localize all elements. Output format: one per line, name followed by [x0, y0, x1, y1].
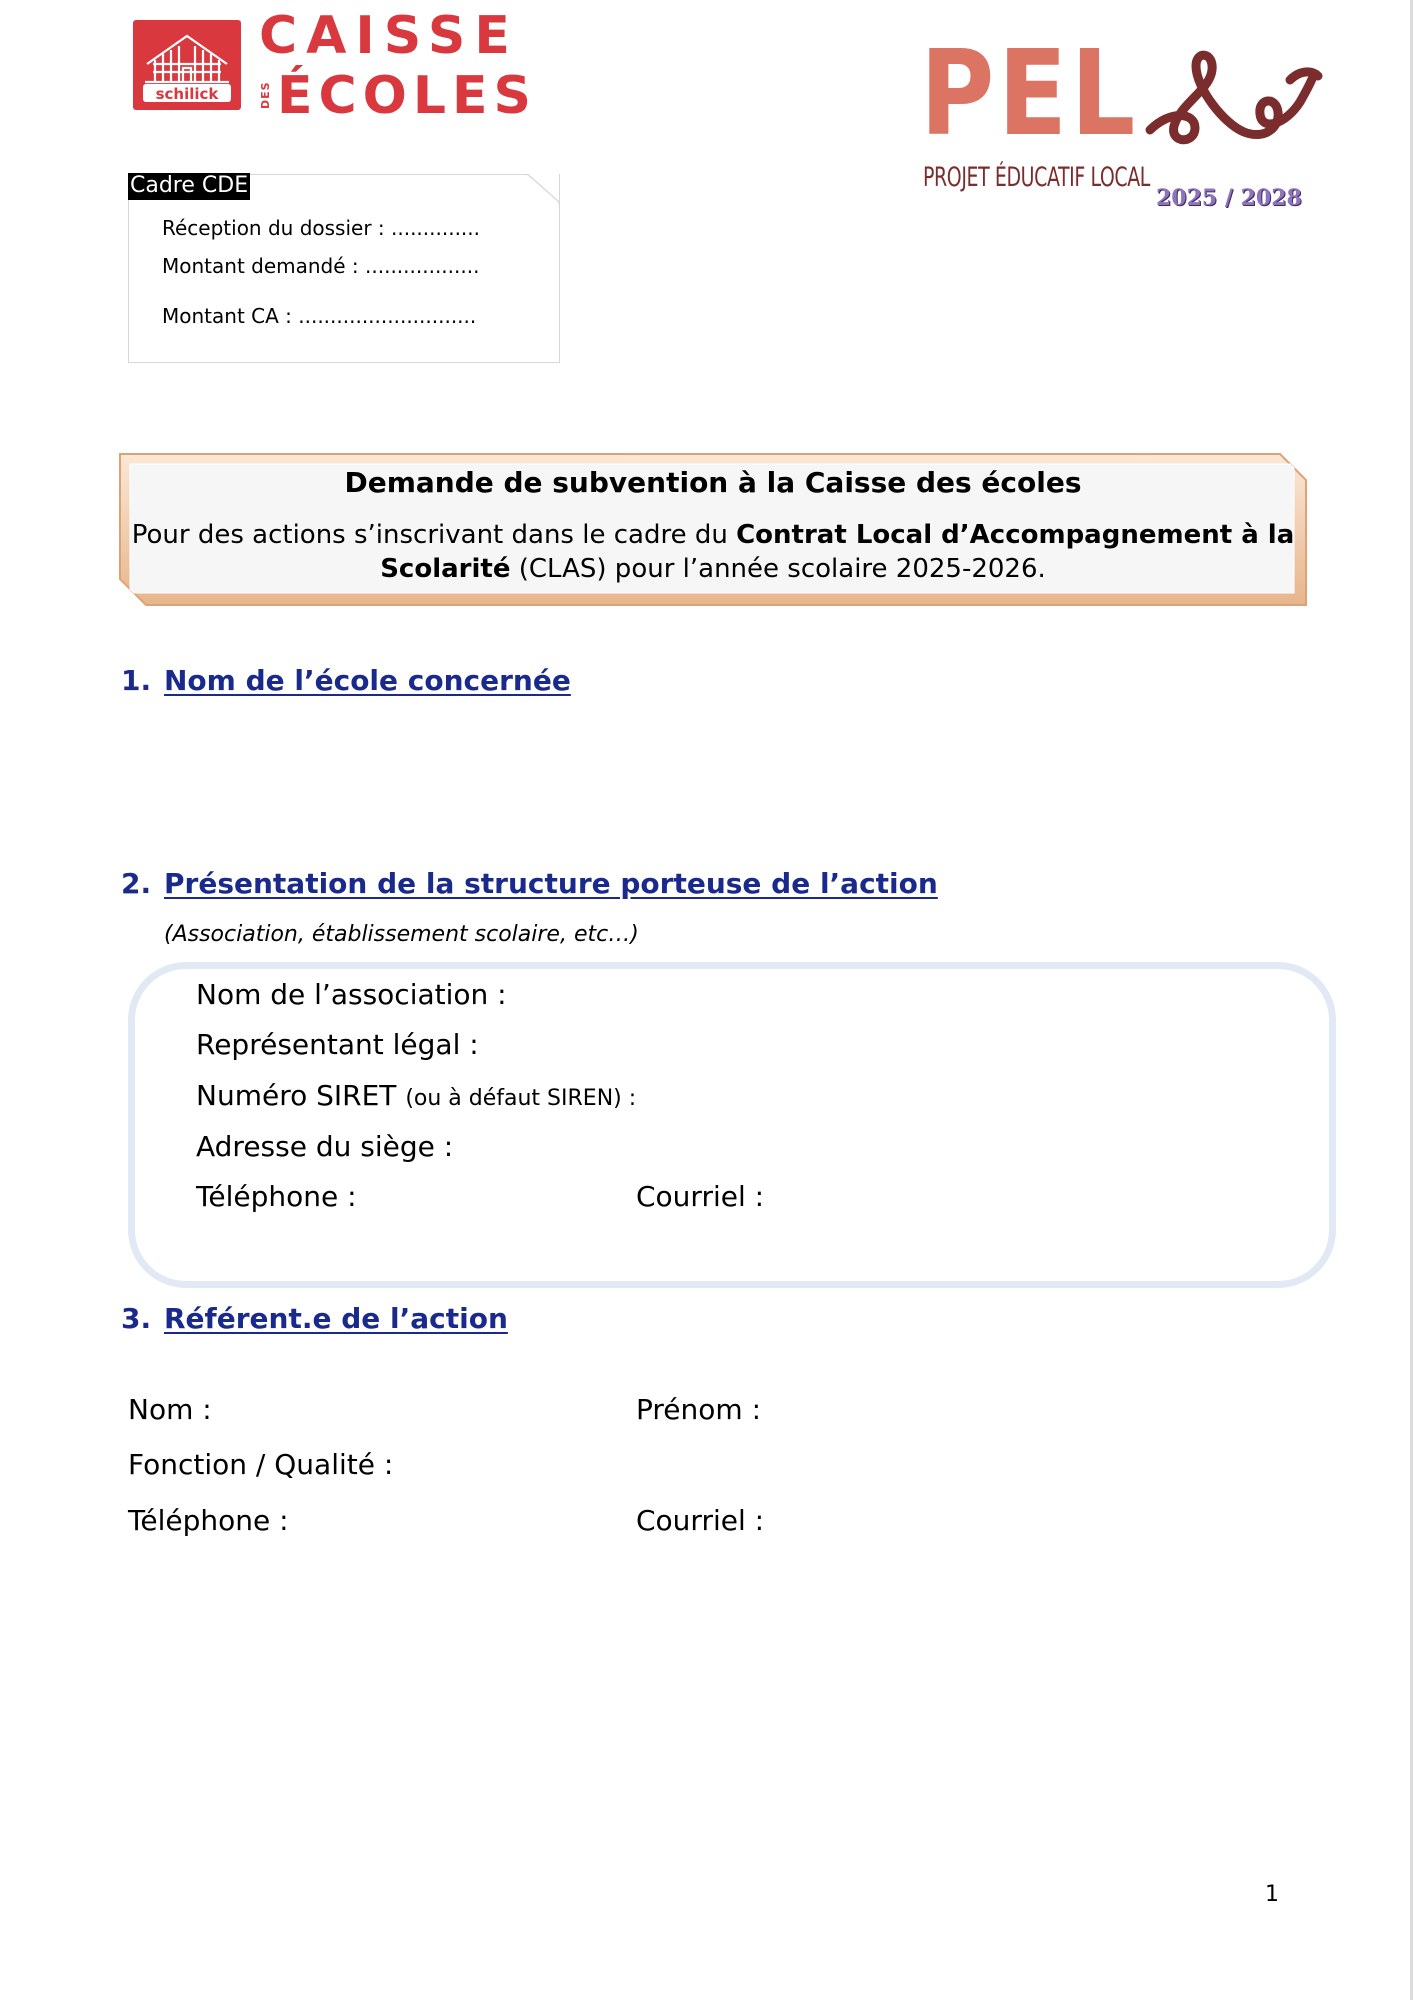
nom-association-field: Nom de l’association :	[196, 978, 507, 1011]
montant-ca-field: Montant CA : ............................	[162, 304, 477, 328]
cde-emblem-text: schilick	[155, 85, 219, 103]
banner-text-part1: Pour des actions s’inscrivant dans le cadre du	[131, 520, 737, 550]
adresse-siege-field: Adresse du siège :	[196, 1130, 454, 1163]
structure-telephone-field: Téléphone :	[196, 1180, 357, 1213]
siret-field	[196, 1079, 636, 1112]
siret-note: (ou à défaut SIREN) :	[405, 1086, 637, 1111]
reception-dossier-field: Réception du dossier : ..............	[162, 216, 481, 240]
pel-subtitle: PROJET ÉDUCATIF LOCAL	[923, 162, 1150, 193]
montant-demande-field: Montant demandé : ..................	[162, 254, 480, 278]
section-1-number: 1.	[121, 664, 152, 697]
referent-courriel-field: Courriel :	[636, 1504, 765, 1537]
banner-text-part2: (CLAS) pour l’année scolaire 2025-2026.	[510, 554, 1046, 584]
referent-telephone-field: Téléphone :	[128, 1504, 289, 1537]
referent-prenom-field: Prénom :	[636, 1393, 762, 1426]
banner-description	[128, 518, 1298, 586]
cadre-cde-title: Cadre CDE	[128, 173, 250, 200]
cde-logo-caisse: CAISSE	[259, 6, 519, 66]
representant-legal-field: Représentant légal :	[196, 1028, 479, 1061]
pel-logo	[920, 24, 1320, 215]
structure-courriel-field: Courriel :	[636, 1180, 765, 1213]
siret-label: Numéro SIRET	[196, 1079, 397, 1112]
title-banner	[118, 452, 1308, 607]
section-1-title: Nom de l’école concernée	[164, 664, 571, 697]
caisse-des-ecoles-logo	[133, 6, 573, 126]
swirl-icon	[1140, 40, 1325, 160]
pel-years: 2025 / 2028	[1156, 185, 1302, 211]
section-3-number: 3.	[121, 1302, 152, 1335]
section-2-title: Présentation de la structure porteuse de l’action	[164, 867, 938, 900]
banner-text-bold: Contrat Local d’Accompagnement à la Scolarité	[380, 520, 1295, 584]
banner-title: Demande de subvention à la Caisse des écoles	[344, 466, 1082, 499]
page-number: 1	[1265, 1882, 1279, 1907]
section-3-title: Référent.e de l’action	[164, 1302, 508, 1335]
pel-letters: PEL	[920, 24, 1139, 162]
section-2-number: 2.	[121, 867, 152, 900]
cde-logo-des: DES	[259, 81, 272, 109]
referent-fonction-field: Fonction / Qualité :	[128, 1448, 394, 1481]
referent-nom-field: Nom :	[128, 1393, 212, 1426]
cde-logo-ecoles: ÉCOLES	[277, 66, 537, 126]
school-building-icon	[133, 20, 241, 110]
cadre-folded-corner	[526, 174, 560, 204]
section-2-note: (Association, établissement scolaire, etc…)	[164, 922, 639, 947]
